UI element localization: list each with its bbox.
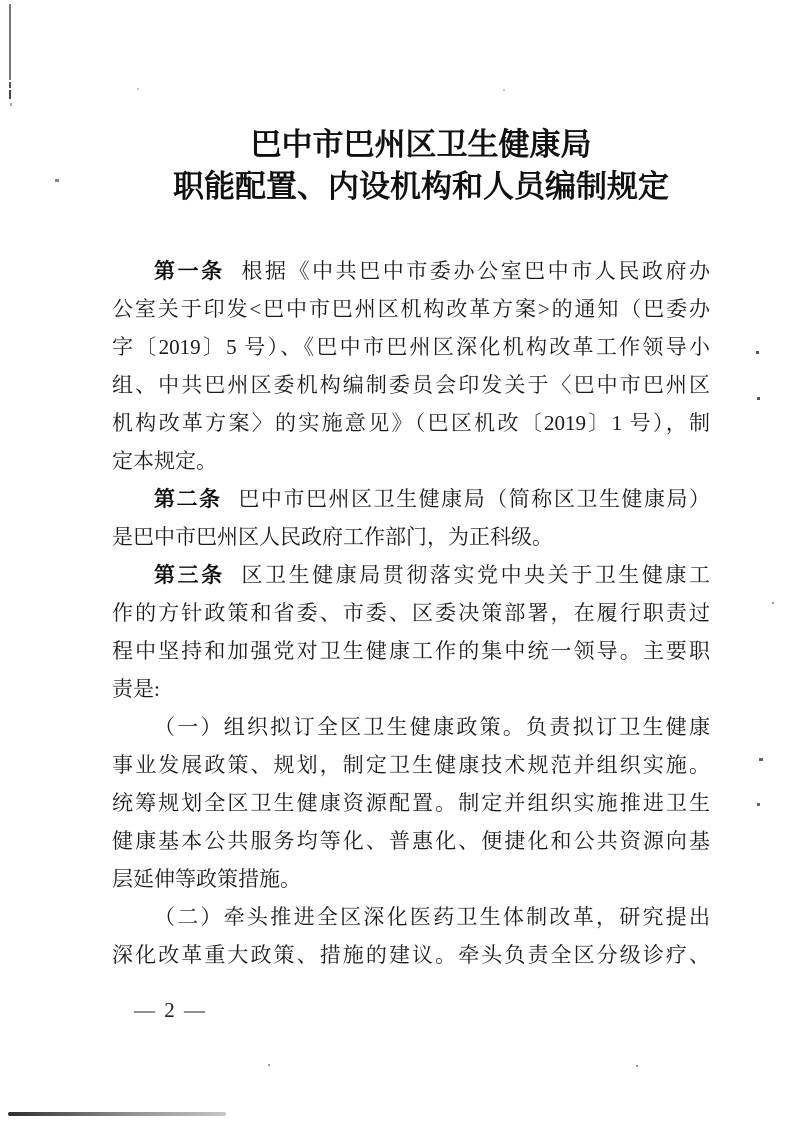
scan-speck	[757, 397, 760, 400]
scan-speck	[772, 602, 774, 604]
scan-edge-line-artifact	[9, 4, 11, 80]
scan-speck	[503, 89, 505, 91]
body-line	[112, 252, 710, 290]
scan-speck	[9, 82, 11, 88]
line-text: 巴中市巴州区卫生健康局（简称区卫生健康局）	[238, 487, 711, 511]
scan-speck	[10, 103, 12, 106]
body-line	[112, 594, 710, 632]
body-line	[112, 518, 710, 556]
line-text: 层延伸等政策措施。	[112, 867, 301, 891]
body-line	[112, 442, 710, 480]
body-line	[112, 936, 710, 974]
scan-speck	[9, 90, 11, 99]
line-text: 是巴中市巴州区人民政府工作部门，为正科级。	[112, 525, 553, 549]
body-line	[112, 480, 710, 518]
body-line	[112, 632, 710, 670]
line-text: （一）组织拟订全区卫生健康政策。负责拟订卫生健康	[154, 715, 710, 739]
body-line	[112, 898, 710, 936]
body-line	[112, 328, 710, 366]
body-line	[112, 366, 710, 404]
line-text: 责是:	[112, 677, 160, 701]
body-line	[112, 708, 710, 746]
scan-speck	[55, 179, 59, 182]
document-title-line-2: 职能配置、内设机构和人员编制规定	[173, 169, 669, 205]
scan-speck	[636, 1065, 638, 1067]
line-text: 机构改革方案〉的实施意见》（巴区机改〔2019〕1 号），制	[112, 411, 710, 435]
body-line	[112, 670, 710, 708]
scan-smudge-artifact	[8, 1112, 226, 1116]
line-text: 公室关于印发<巴中市巴州区机构改革方案>的通知（巴委办	[112, 297, 710, 321]
line-text: 深化改革重大政策、措施的建议。牵头负责全区分级诊疗、	[112, 943, 710, 967]
article-number: 第二条	[154, 487, 222, 511]
line-text: 字〔2019〕5 号）、《巴中市巴州区深化机构改革工作领导小	[112, 335, 710, 359]
page-number: — 2 —	[134, 998, 207, 1022]
body-line	[112, 404, 710, 442]
line-text: 健康基本公共服务均等化、普惠化、便捷化和公共资源向基	[112, 829, 710, 853]
scan-speck	[268, 1064, 270, 1066]
document-title-line-1: 巴中市巴州区卫生健康局	[250, 127, 592, 163]
body-line	[112, 784, 710, 822]
body-line	[112, 746, 710, 784]
line-text: 作的方针政策和省委、市委、区委决策部署，在履行职责过	[112, 601, 710, 625]
document-body	[112, 252, 710, 974]
line-text: 根据《中共巴中市委办公室巴中市人民政府办	[241, 259, 711, 283]
scan-speck	[137, 88, 139, 90]
scan-speck	[759, 758, 763, 761]
line-text: 统筹规划全区卫生健康资源配置。制定并组织实施推进卫生	[112, 791, 710, 815]
body-line	[112, 860, 710, 898]
line-text: 定本规定。	[112, 449, 217, 473]
body-line	[112, 290, 710, 328]
article-number: 第三条	[154, 563, 225, 587]
line-text: 程中坚持和加强党对卫生健康工作的集中统一领导。主要职	[112, 639, 710, 663]
scan-speck	[757, 803, 760, 806]
body-line	[112, 822, 710, 860]
scan-speck	[756, 351, 759, 354]
document-title	[122, 124, 720, 208]
line-text: 组、中共巴州区委机构编制委员会印发关于〈巴中市巴州区	[112, 373, 710, 397]
body-line	[112, 556, 710, 594]
line-text: （二）牵头推进全区深化医药卫生体制改革，研究提出	[154, 905, 710, 929]
line-text: 事业发展政策、规划，制定卫生健康技术规范并组织实施。	[112, 753, 710, 777]
line-text: 区卫生健康局贯彻落实党中央关于卫生健康工	[241, 563, 711, 587]
article-number: 第一条	[154, 259, 225, 283]
